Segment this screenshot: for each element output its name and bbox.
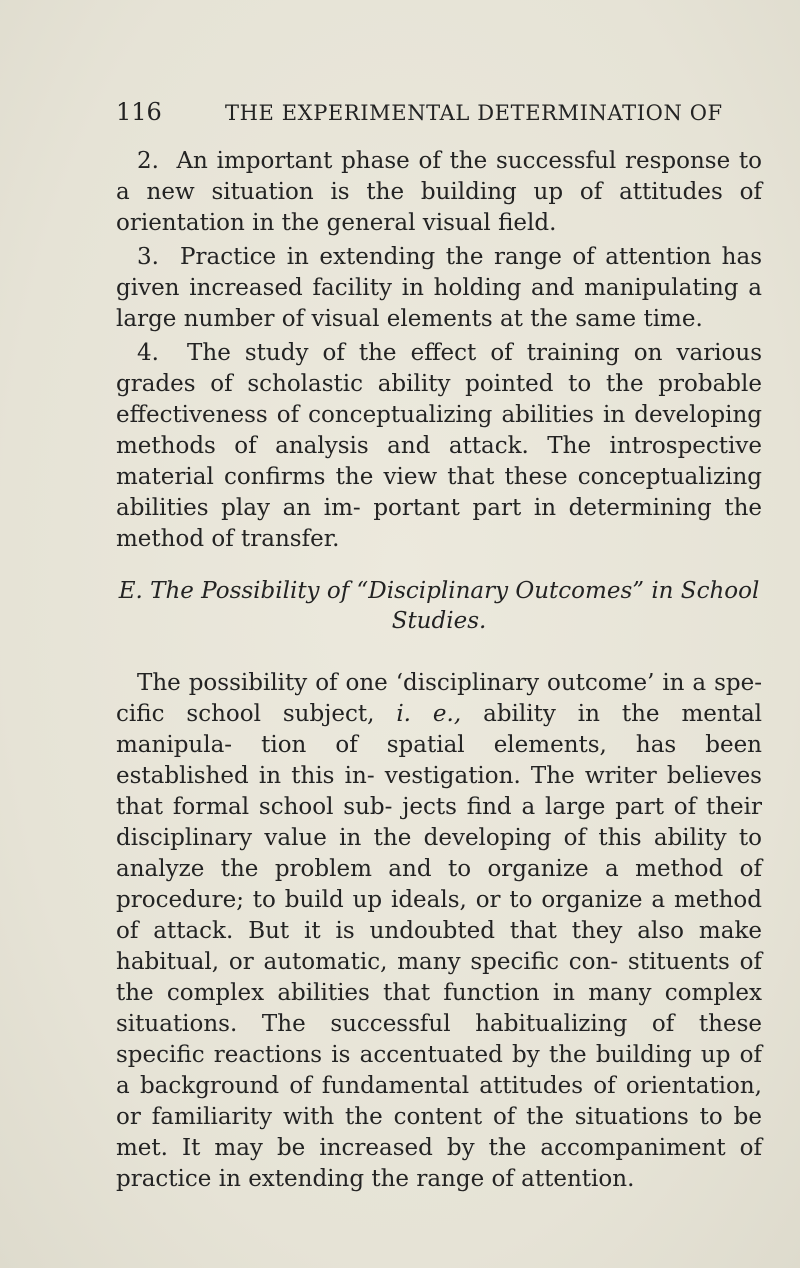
list-item-text: The study of the effect of training on various grades of scholastic ability pointed to the probable effectiveness of conceptualizing abilities in developing methods of analysis and attack. The introspective material confirms the view that these conceptualizing abilities play an im- portant part in determining the method of transfer.: [116, 340, 763, 552]
list-item-4: [116, 338, 762, 555]
section-paragraph: [116, 668, 762, 1195]
section-heading: E. The Possibility of “Disciplinary Outcomes” in School Studies.: [118, 578, 760, 634]
paragraph-text-start: The possibility of one ‘disciplinary outcome’ in a spe- cific school subject,: [116, 670, 762, 727]
list-item-number: 4.: [137, 340, 159, 366]
list-item-3: [116, 242, 762, 335]
running-head-title: THE EXPERIMENTAL DETERMINATION OF: [225, 101, 723, 125]
list-item-number: 2.: [137, 148, 159, 174]
list-item-2: [116, 146, 762, 239]
running-head: [116, 98, 760, 128]
paragraph-text-rest: ability in the mental manipula- tion of spatial elements, has been established in this in- vestigation. The writer believes that formal school sub- jects find a large part of their disciplinary value in the developing of this ability to analyze the problem and to organize a method of procedure; to build up ideals, or to organize a method of attack. But it is undoubted that they also make habitual, or automatic, many specific con- stituents of the complex abilities that function in many complex situations. The successful habitualizing of these specific reactions is accentuated by the building up of a background of fundamental attitudes of orientation, or familiarity with the content of the situations to be met. It may be increased by the accompaniment of practice in extending the range of attention.: [116, 701, 763, 1192]
list-item-text: An important phase of the successful response to a new situation is the building up of attitudes of orientation in the general visual field.: [116, 148, 763, 236]
list-item-text: Practice in extending the range of attention has given increased facility in holding and manipulating a large number of visual elements at the same time.: [116, 244, 762, 332]
paragraph-abbreviation: i. e.,: [396, 701, 462, 727]
list-item-number: 3.: [137, 244, 159, 270]
page-number: 116: [116, 98, 162, 126]
